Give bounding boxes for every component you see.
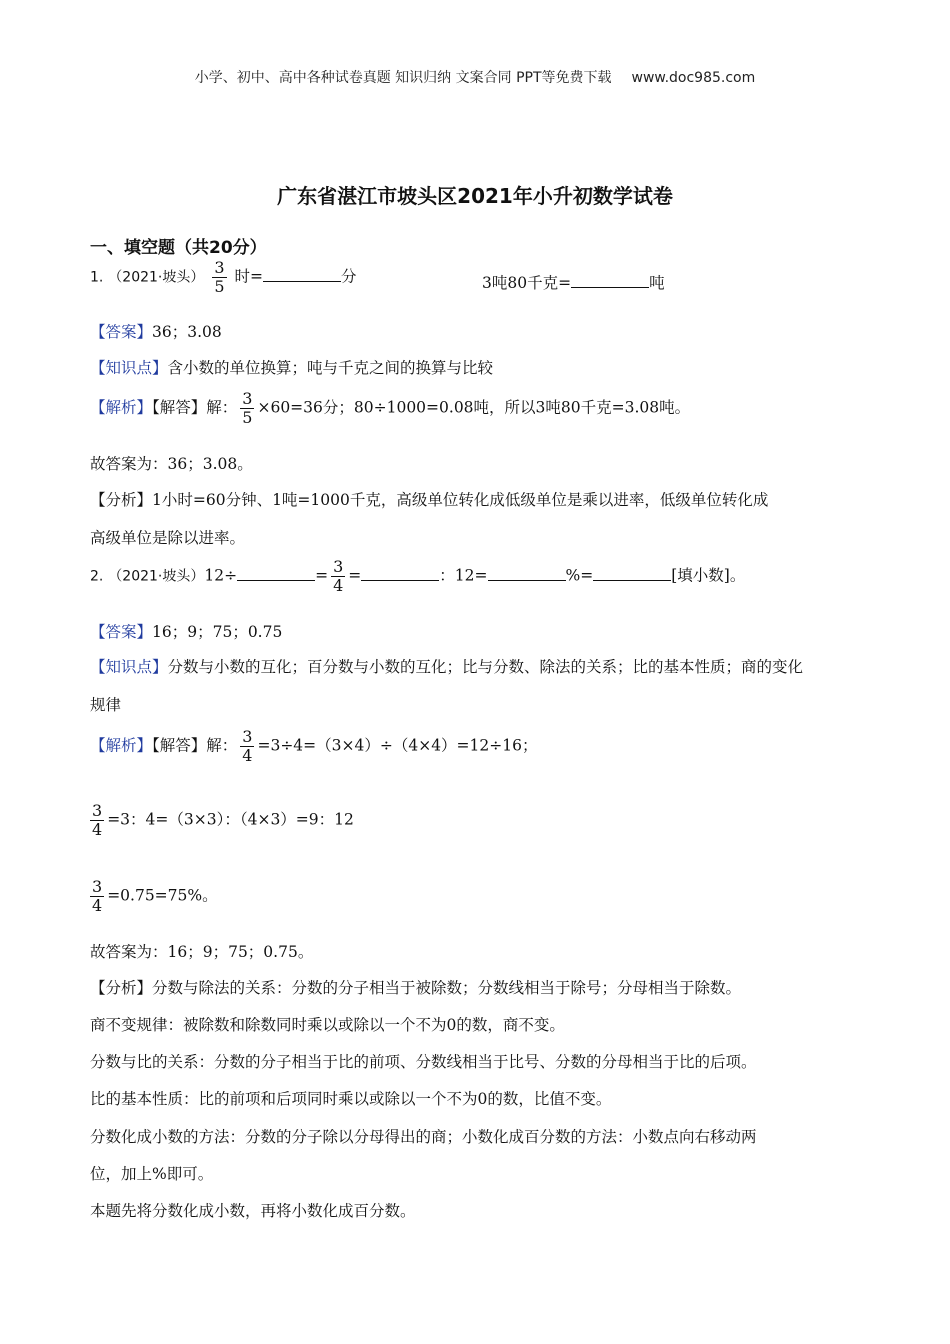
numerator: 3 [333, 557, 344, 576]
question-number: 1. [90, 269, 104, 286]
denominator: 4 [242, 746, 253, 765]
fraction [212, 259, 226, 296]
knowledge-text: 分数与小数的互化；百分数与小数的互化；比与分数、除法的关系；比的基本性质；商的变化 [167, 658, 804, 676]
question-text: 分 [340, 267, 357, 286]
fraction [90, 878, 104, 915]
question-text: ：12= [439, 566, 488, 585]
answer-blank[interactable] [571, 273, 649, 288]
knowledge-text: 含小数的单位换算；吨与千克之间的换算与比较 [167, 359, 494, 377]
question-text: 3吨80千克= [482, 274, 572, 292]
answer-text: 36；3.08 [152, 323, 222, 341]
answer-blank[interactable] [361, 566, 439, 581]
numerator: 3 [92, 877, 103, 896]
page-header [0, 67, 950, 87]
denominator: 5 [242, 408, 253, 427]
header-text: 小学、初中、高中各种试卷真题 知识归纳 文案合同 PPT等免费下载 [194, 70, 612, 86]
question-text: %= [565, 566, 594, 585]
numerator: 3 [92, 801, 103, 820]
knowledge-line: 规律 [90, 696, 122, 714]
fraction [90, 802, 104, 839]
conclusion-line: 故答案为：16；9；75；0.75。 [90, 943, 314, 961]
explanation-tag: 【解析】 [90, 736, 153, 755]
explanation-text: =3÷4=（3×4）÷（4×4）=12÷16； [257, 736, 538, 755]
knowledge-tag: 【知识点】 [90, 359, 168, 377]
numerator: 3 [242, 389, 253, 408]
fraction [240, 728, 254, 765]
analysis-line: 高级单位是除以进率。 [90, 529, 246, 547]
question-1 [90, 259, 356, 296]
explanation-text: ×60=36分；80÷1000=0.08吨，所以3吨80千克=3.08吨。 [257, 398, 691, 417]
question-text: = [348, 566, 362, 585]
answer-text: 16；9；75；0.75 [152, 623, 283, 641]
answer-tag: 【答案】 [90, 323, 153, 341]
explanation-text: 【解答】解： [152, 398, 238, 417]
answer-line [90, 320, 222, 342]
working-text: =0.75=75%。 [107, 886, 218, 905]
section-heading: 一、填空题（共20分） [90, 238, 267, 258]
question-number: 2. [90, 568, 104, 585]
working-text: =3：4=（3×3）：（4×3）=9：12 [107, 810, 354, 829]
analysis-line: 分数与比的关系：分数的分子相当于比的前项、分数线相当于比号、分数的分母相当于比的后项。 [90, 1053, 757, 1071]
analysis-line: 【分析】分数与除法的关系：分数的分子相当于被除数；分数线相当于除号；分母相当于除数。 [90, 979, 742, 997]
analysis-line: 商不变规律：被除数和除数同时乘以或除以一个不为0的数，商不变。 [90, 1016, 565, 1034]
question-text: 12÷ [204, 566, 238, 585]
explanation-text: 【解答】解： [152, 736, 238, 755]
header-url[interactable]: www.doc985.com [631, 70, 756, 86]
analysis-line: 【分析】1小时=60分钟、1吨=1000千克，高级单位转化成低级单位是乘以进率，低级单位转化成 [90, 491, 769, 509]
fraction [240, 390, 254, 427]
question-source: （2021·坡头） [108, 269, 205, 286]
working-line [90, 878, 218, 915]
conclusion-line: 故答案为：36；3.08。 [90, 455, 253, 473]
answer-blank[interactable] [593, 566, 671, 581]
explanation-line [90, 390, 690, 427]
denominator: 4 [333, 576, 344, 595]
knowledge-tag: 【知识点】 [90, 658, 168, 676]
page-title: 广东省湛江市坡头区2021年小升初数学试卷 [277, 184, 673, 208]
analysis-line: 分数化成小数的方法：分数的分子除以分母得出的商；小数化成百分数的方法：小数点向右移动两 [90, 1128, 757, 1146]
question-text: [填小数]。 [671, 566, 746, 585]
answer-line [90, 620, 282, 642]
question-source: （2021·坡头） [108, 568, 205, 585]
knowledge-line [90, 356, 493, 378]
question-text: 时= [234, 267, 263, 286]
question-text: 吨 [649, 274, 665, 292]
knowledge-line [90, 655, 803, 677]
question-2 [90, 558, 745, 595]
denominator: 4 [92, 896, 103, 915]
answer-blank[interactable] [263, 267, 341, 282]
numerator: 3 [214, 258, 225, 277]
analysis-line: 比的基本性质：比的前项和后项同时乘以或除以一个不为0的数，比值不变。 [90, 1090, 612, 1108]
working-line [90, 802, 354, 839]
denominator: 4 [92, 820, 103, 839]
fraction [331, 558, 345, 595]
explanation-line [90, 728, 537, 765]
explanation-tag: 【解析】 [90, 398, 153, 417]
numerator: 3 [242, 727, 253, 746]
denominator: 5 [214, 277, 225, 296]
analysis-line: 位，加上%即可。 [90, 1165, 214, 1183]
question-1-part-2 [482, 271, 665, 293]
answer-blank[interactable] [237, 566, 315, 581]
analysis-line: 本题先将分数化成小数，再将小数化成百分数。 [90, 1202, 416, 1220]
question-text: = [315, 566, 329, 585]
answer-blank[interactable] [488, 566, 566, 581]
answer-tag: 【答案】 [90, 623, 153, 641]
